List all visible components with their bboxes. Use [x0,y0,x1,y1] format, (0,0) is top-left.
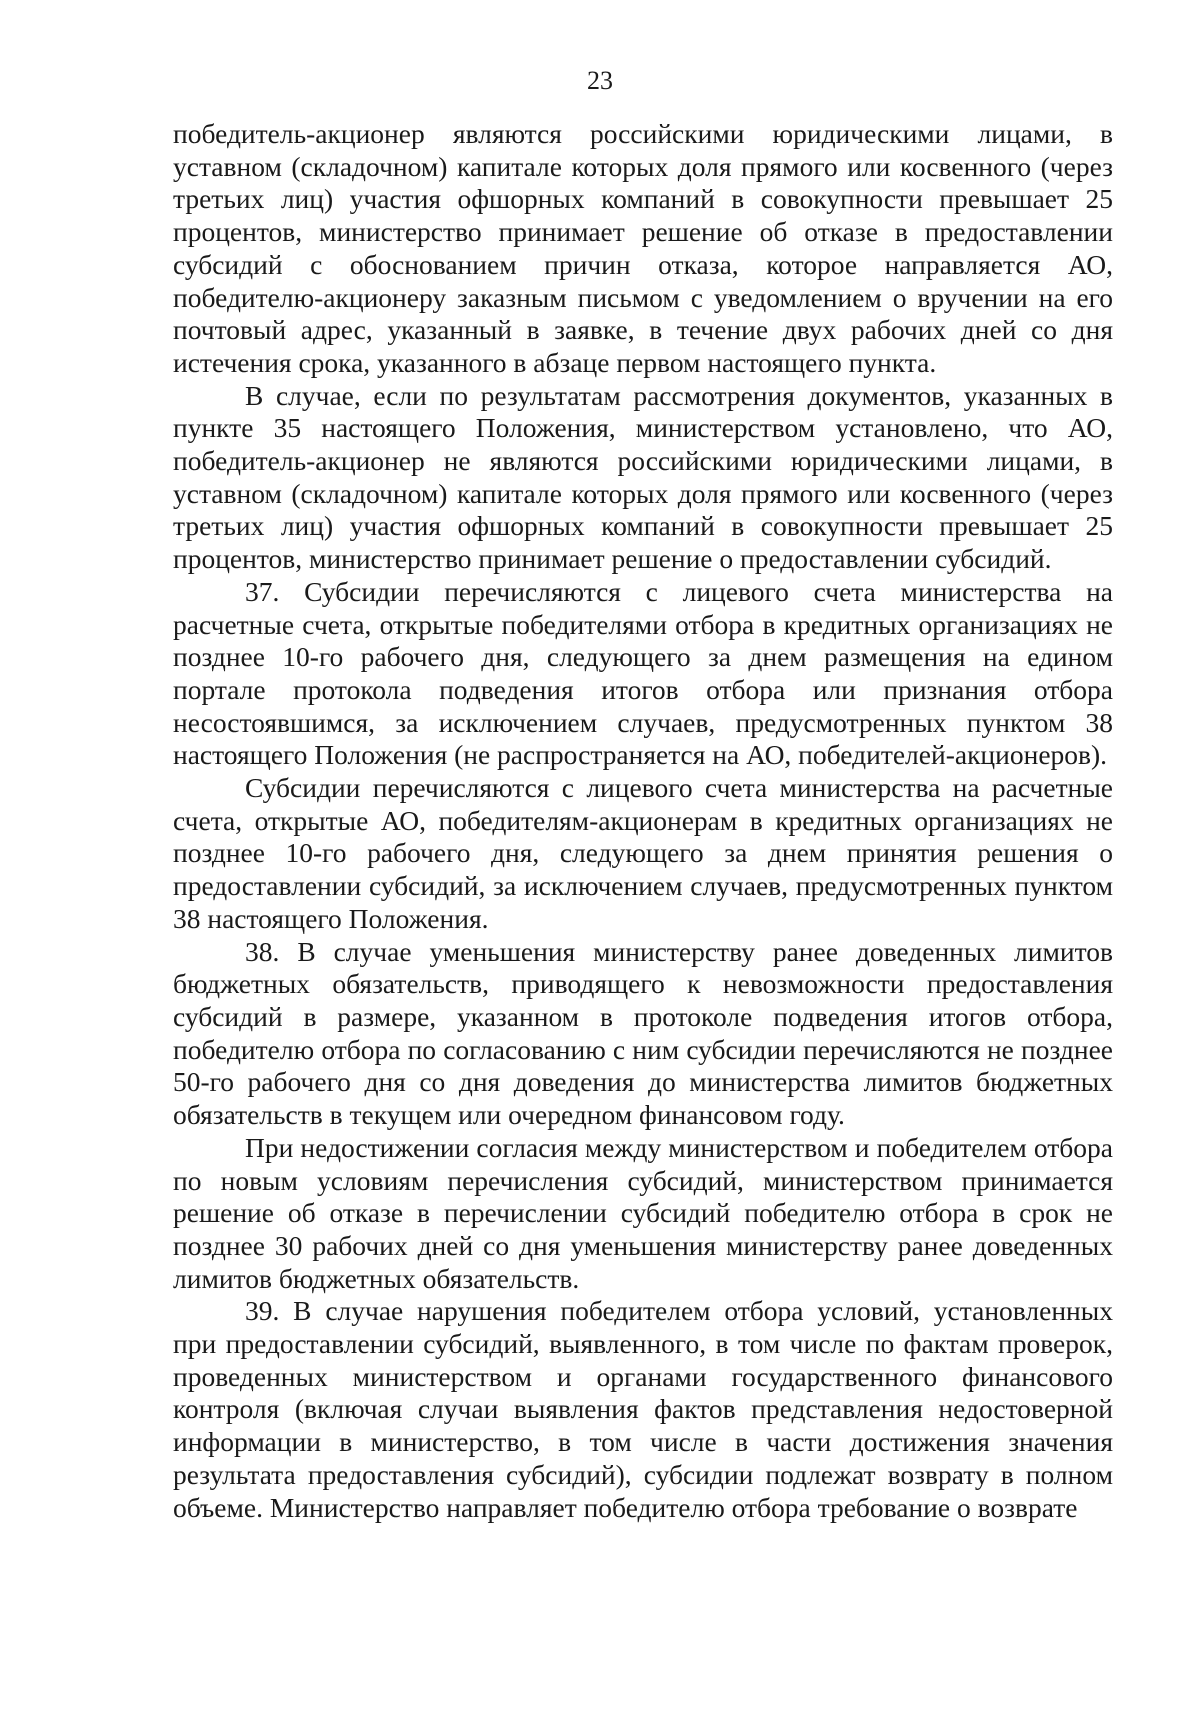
paragraph-37-transfer: 37. Субсидии перечисляются с лицевого счета министерства на расчетные счета, открытые победителями отбора в кредитных организациях не позднее 10-го рабочего дня, следующего за днем размещения на едином портале протокола подведения итогов отбора или признания отбора несостоявшимся, за исключением случаев, предусмотренных пунктом 38 настоящего Положения (не распространяется на АО, победителей-акционеров). [173,575,1113,771]
paragraph-38-refusal: При недостижении согласия между министерством и победителем отбора по новым условиям перечисления субсидий, министерством принимается решение об отказе в перечислении субсидий победителю отбора в срок не позднее 30 рабочих дней со дня уменьшения министерству ранее доведенных лимитов бюджетных обязательств. [173,1131,1113,1294]
paragraph-36-decision-grant: В случае, если по результатам рассмотрения документов, указанных в пункте 35 настоящего Положения, министерством установлено, что АО, победитель-акционер не являются российскими юридическими лицами, в уставном (складочном) капитале которых доля прямого или косвенного (через третьих лиц) участия офшорных компаний в совокупности превышает 25 процентов, министерство принимает решение о предоставлении субсидий. [173,379,1113,575]
paragraph-37-ao-transfer: Субсидии перечисляются с лицевого счета министерства на расчетные счета, открытые АО, победителям-акционерам в кредитных организациях не позднее 10-го рабочего дня, следующего за днем принятия решения о предоставлении субсидий, за исключением случаев, предусмотренных пунктом 38 настоящего Положения. [173,772,1113,934]
paragraph-continuation: победитель-акционер являются российскими юридическими лицами, в уставном (складочном) капитале которых доля прямого или косвенного (через третьих лиц) участия офшорных компаний в совокупности превышает 25 процентов, министерство принимает решение об отказе в предоставлении субсидий с обоснованием причин отказа, которое направляется АО, победителю-акционеру заказным письмом с уведомлением о вручении на его почтовый адрес, указанный в заявке, в течение двух рабочих дней со дня истечения срока, указанного в абзаце первом настоящего пункта. [173,118,1113,378]
document-body [173,118,1113,1524]
page-number: 23 [587,66,613,95]
paragraph-39-violation: 39. В случае нарушения победителем отбора условий, установленных при предоставлении субсидий, выявленного, в том числе по фактам проверок, проведенных министерством и органами государственного финансового контроля (включая случаи выявления фактов представления недостоверной информации в министерство, в том числе в части достижения значения результата предоставления субсидий), субсидии подлежат возврату в полном объеме. Министерство направляет победителю отбора требование о возврате [173,1295,1113,1523]
paragraph-38-limits: 38. В случае уменьшения министерству ранее доведенных лимитов бюджетных обязательств, приводящего к невозможности предоставления субсидий в размере, указанном в протоколе подведения итогов отбора, победителю отбора по согласованию с ним субсидии перечисляются не позднее 50-го рабочего дня со дня доведения до министерства лимитов бюджетных обязательств в текущем или очередном финансовом году. [173,935,1113,1131]
